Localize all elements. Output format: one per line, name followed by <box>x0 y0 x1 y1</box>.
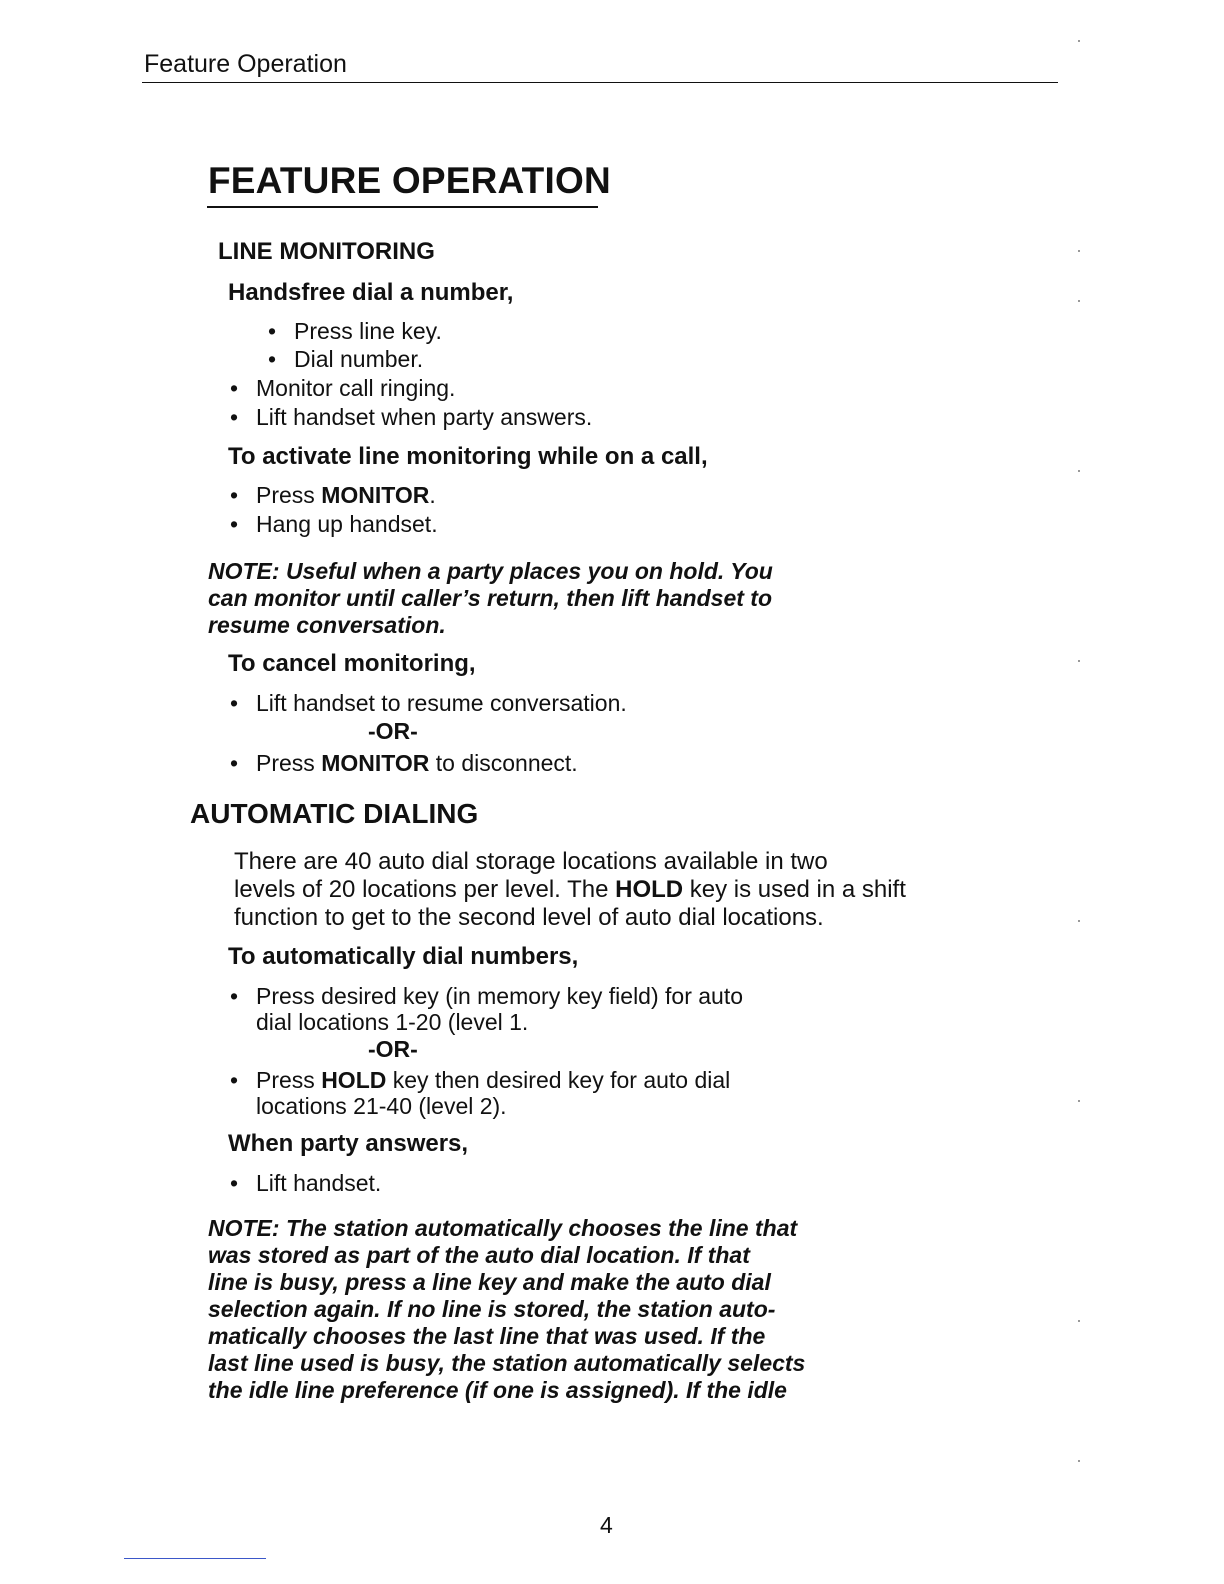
note-line: resume conversation. <box>208 612 446 638</box>
intro-line: levels of 20 locations per level. The HOLD key is used in a shift <box>234 876 906 903</box>
intro-line: function to get to the second level of auto dial locations. <box>234 904 824 931</box>
page-number: 4 <box>600 1512 613 1538</box>
footer-rule <box>124 1558 266 1559</box>
or-separator: -OR- <box>368 1036 418 1062</box>
list-item: • Lift handset when party answers. <box>230 404 593 430</box>
scan-speck <box>1078 1320 1080 1322</box>
note-line: NOTE: The station automatically chooses the line that <box>208 1215 798 1241</box>
note-line: the idle line preference (if one is assigned). If the idle <box>208 1377 787 1403</box>
activate-subheading: To activate line monitoring while on a call, <box>228 443 708 470</box>
list-item: • Dial number. <box>268 346 424 372</box>
note-line: was stored as part of the auto dial location. If that <box>208 1242 750 1268</box>
party-answers-subheading: When party answers, <box>228 1130 469 1157</box>
cancel-subheading: To cancel monitoring, <box>228 650 476 677</box>
running-header: Feature Operation <box>144 50 347 78</box>
list-item-continuation: dial locations 1-20 (level 1. <box>256 1009 529 1035</box>
title-underline <box>207 206 598 208</box>
list-item: • Monitor call ringing. <box>230 375 456 401</box>
scan-speck <box>1078 1460 1080 1462</box>
list-item: • Press HOLD key then desired key for auto dial <box>230 1067 731 1093</box>
scan-speck <box>1078 920 1080 922</box>
handsfree-subheading: Handsfree dial a number, <box>228 279 514 306</box>
line-monitoring-heading: LINE MONITORING <box>218 238 435 265</box>
scan-speck <box>1078 250 1080 252</box>
scan-speck <box>1078 300 1080 302</box>
list-item: • Press MONITOR. <box>230 482 436 508</box>
list-item: • Press desired key (in memory key field) for auto <box>230 983 744 1009</box>
page-title: FEATURE OPERATION <box>208 160 611 201</box>
note-line: line is busy, press a line key and make the auto dial <box>208 1269 771 1295</box>
automatic-dialing-heading: AUTOMATIC DIALING <box>190 798 479 829</box>
note-line: last line used is busy, the station automatically selects <box>208 1350 806 1376</box>
note-line: NOTE: Useful when a party places you on hold. You <box>208 558 773 584</box>
scan-speck <box>1078 40 1080 42</box>
list-item-continuation: locations 21-40 (level 2). <box>256 1093 507 1119</box>
list-item: • Press line key. <box>268 318 442 344</box>
list-item: • Press MONITOR to disconnect. <box>230 750 578 776</box>
header-rule <box>142 82 1058 83</box>
or-separator: -OR- <box>368 718 418 744</box>
list-item: • Lift handset. <box>230 1170 382 1196</box>
note-line: selection again. If no line is stored, the station auto- <box>208 1296 776 1322</box>
scan-speck <box>1078 1100 1080 1102</box>
auto-dial-subheading: To automatically dial numbers, <box>228 943 579 970</box>
note-line: matically chooses the last line that was used. If the <box>208 1323 766 1349</box>
scan-speck <box>1078 660 1080 662</box>
list-item: • Hang up handset. <box>230 511 438 537</box>
list-item: • Lift handset to resume conversation. <box>230 690 627 716</box>
scan-speck <box>1078 470 1080 472</box>
intro-line: There are 40 auto dial storage locations available in two <box>234 848 828 875</box>
note-line: can monitor until caller’s return, then lift handset to <box>208 585 772 611</box>
